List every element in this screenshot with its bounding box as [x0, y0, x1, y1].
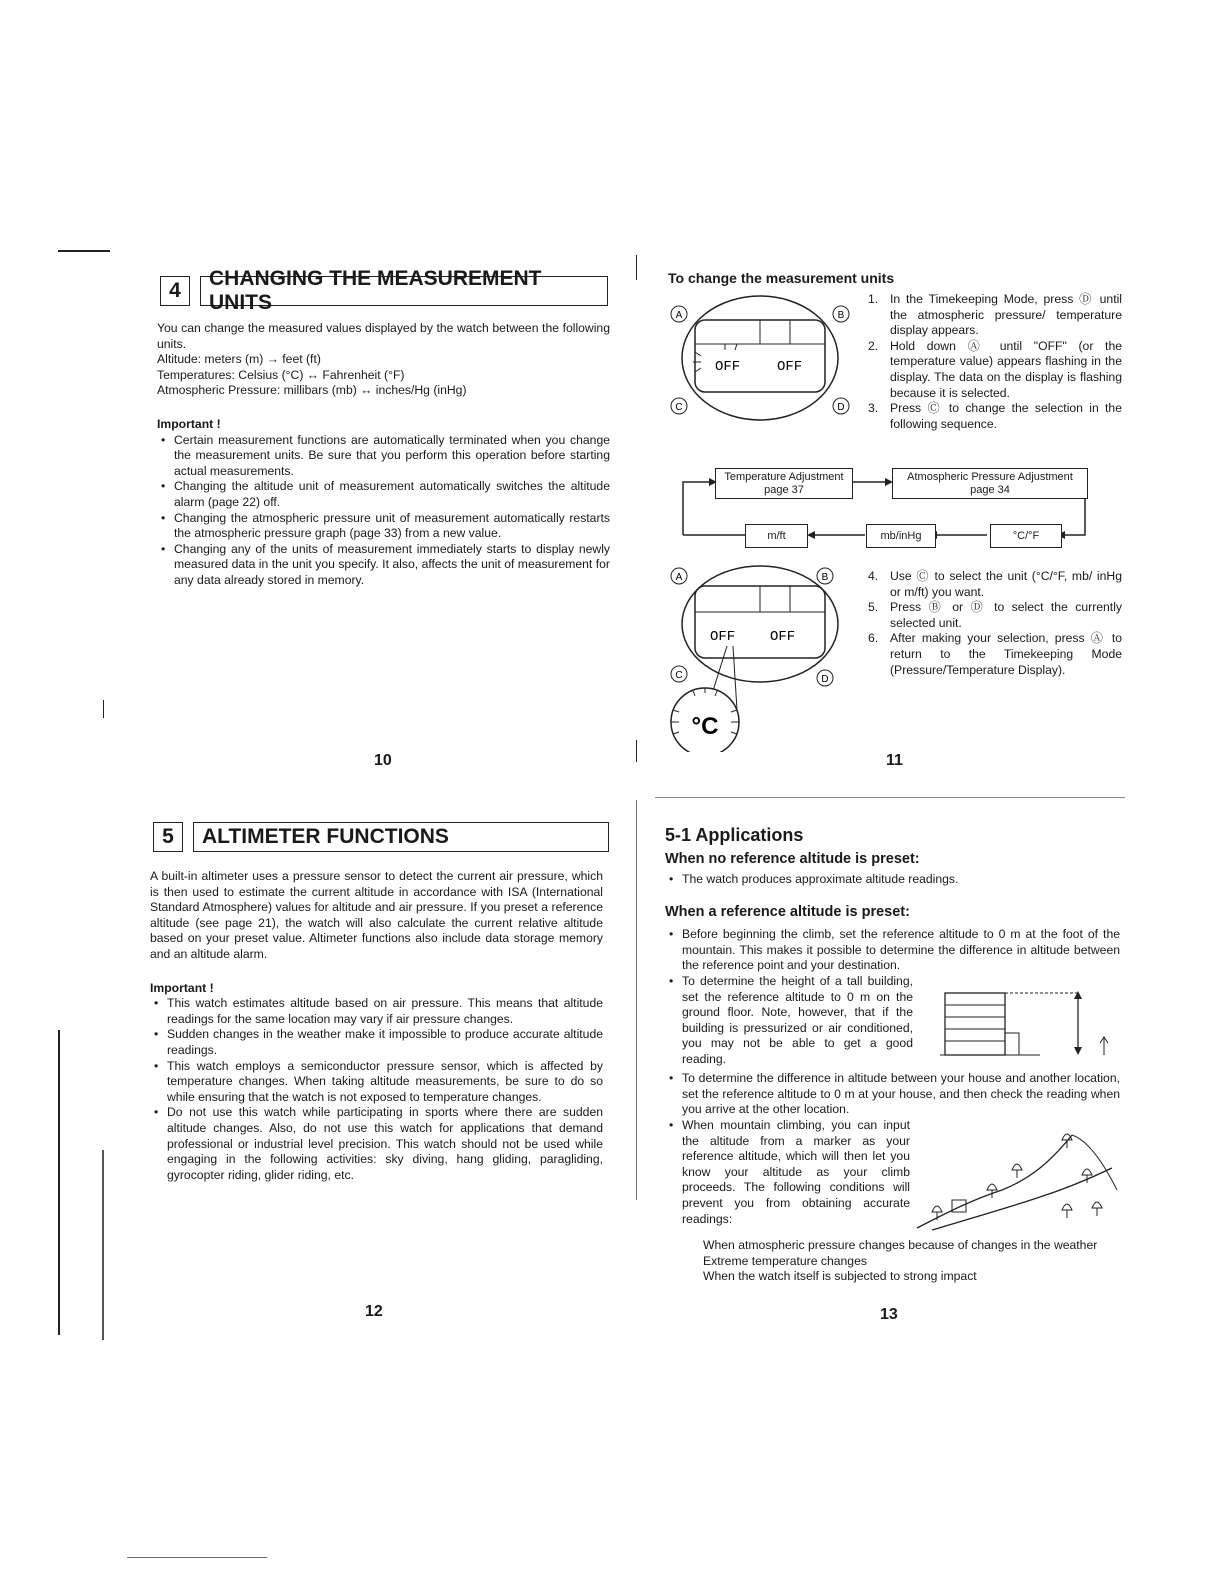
section-number: 4 — [160, 276, 190, 306]
display-right: OFF — [777, 359, 803, 375]
flow-unit-cf: °C/°F — [990, 524, 1062, 548]
list-item: • When mountain climbing, you can input the altitude from a marker as your reference altitude, which will then let you know your altitude as your climb proceeds. The following conditions will prevent you from obtaining accurate readings: — [665, 1118, 910, 1227]
conditions-list — [703, 1238, 1121, 1285]
scan-mark — [58, 1030, 60, 1335]
reference-list-building — [665, 974, 913, 1068]
unit-temperature: Temperatures: Celsius (°C) ↔ Fahrenheit (°F) — [157, 367, 405, 382]
important-label: Important ! — [150, 980, 214, 995]
reference-list-top — [665, 927, 1120, 974]
page-divider — [636, 740, 637, 762]
subheading-reference: When a reference altitude is preset: — [665, 904, 910, 920]
step-3: 3. Press Ⓒ to change the selection in the following sequence. — [868, 401, 1122, 431]
condition-item: When atmospheric pressure changes because of changes in the weather — [703, 1238, 1098, 1252]
svg-text:C: C — [675, 670, 683, 681]
building-illustration — [940, 985, 1120, 1060]
page-divider — [636, 800, 637, 1200]
section-number: 5 — [153, 822, 183, 852]
condition-item: When the watch itself is subjected to strong impact — [703, 1269, 977, 1284]
step-4: 4. Use Ⓒ to select the unit (°C/°F, mb/ inHg or m/ft) you want. — [868, 569, 1122, 599]
subheading-no-reference: When no reference altitude is preset: — [665, 851, 920, 867]
watch-illustration — [665, 292, 855, 424]
page-divider — [655, 797, 1125, 798]
reference-list-mountain — [665, 1118, 910, 1227]
svg-text:D: D — [821, 674, 829, 685]
svg-text:A: A — [675, 572, 683, 583]
page10-body — [157, 321, 610, 589]
svg-text:OFF: OFF — [770, 629, 796, 645]
flow-unit-mbinhg: mb/inHg — [866, 524, 936, 548]
page-number: 11 — [886, 752, 903, 769]
flow-temperature-adjustment: Temperature Adjustment page 37 — [715, 468, 853, 499]
flow-pressure-adjustment: Atmospheric Pressure Adjustment page 34 — [892, 468, 1088, 499]
section-title: ALTIMETER FUNCTIONS — [193, 822, 609, 852]
flow-unit-mft: m/ft — [745, 524, 808, 548]
intro-text: A built-in altimeter uses a pressure sensor to detect the current air pressure, which is then used to estimate the current altitude in accordance with ISA (International Standard Atmosphere) values for altitude and air pressure. If you preset a reference altitude (see page 21), the watch will also calculate the current relative altitude based on your preset value. Altimeter functions also include data storage memory and an altitude alarm. — [150, 869, 603, 961]
list-item: • Changing the atmospheric pressure unit of measurement automatically restarts the atmospheric pressure graph (page 33) from a new value. — [157, 511, 610, 542]
scan-mark — [102, 1150, 104, 1340]
list-item: • Do not use this watch while participating in sports where there are sudden altitude changes. Also, do not use this watch for applications that demand professional or industrial level precision. This watch should not be used while engaging in the following activities: sky diving, hang gliding, paragliding, gyrocopter riding, glider riding, etc. — [150, 1105, 603, 1183]
svg-text:D: D — [837, 402, 845, 413]
list-item: • Changing any of the units of measurement immediately starts to display newly measured data in the unit you specify. It also, affects the unit of measurement for any data already stored in memory. — [157, 542, 610, 589]
page-number: 13 — [880, 1306, 898, 1323]
list-item: • Sudden changes in the weather make it impossible to produce accurate altitude readings. — [150, 1027, 603, 1058]
important-list — [157, 433, 610, 589]
condition-item: Extreme temperature changes — [703, 1253, 867, 1268]
list-item: • To determine the height of a tall building, set the reference altitude to 0 m on the ground floor. Note, however, that if the building is pressurized or air conditioned, you may not be able to get a good reading. — [665, 974, 913, 1068]
intro-text: You can change the measured values displayed by the watch between the following units. — [157, 321, 610, 351]
page12-body — [150, 869, 603, 1183]
section-heading: 5-1 Applications — [665, 825, 804, 845]
list-item: • This watch estimates altitude based on air pressure. This means that altitude readings for the same location may vary if air pressure changes. — [150, 996, 603, 1027]
step-1: 1. In the Timekeeping Mode, press Ⓓ until the atmospheric pressure/ temperature display appears. — [868, 292, 1122, 338]
list-item: • The watch produces approximate altitude readings. — [665, 872, 1120, 888]
scan-mark — [58, 250, 110, 252]
page-divider — [636, 255, 637, 280]
list-item: • To determine the difference in altitude between your house and another location, set the reference altitude to 0 m at your house, and then check the reading when you arrive at the other location. — [665, 1071, 1120, 1118]
no-reference-list — [665, 872, 1120, 888]
page-number: 10 — [374, 752, 392, 769]
list-item: • Before beginning the climb, set the reference altitude to 0 m at the foot of the mountain. This makes it possible to determine the difference in altitude between the reference point and your destination. — [665, 927, 1120, 974]
important-list — [150, 996, 603, 1183]
svg-text:C: C — [675, 402, 683, 413]
steps-b — [868, 569, 1122, 678]
step-6: 6. After making your selection, press Ⓐ to return to the Timekeeping Mode (Pressure/Temperature Display). — [868, 631, 1122, 677]
watch-illustration-zoom — [665, 562, 855, 752]
list-item: • Certain measurement functions are automatically terminated when you change the measurement units. Be sure that you perform this operation before starting actual measurements. — [157, 433, 610, 480]
svg-text:A: A — [675, 310, 683, 321]
mountain-trail-illustration — [912, 1120, 1122, 1235]
important-label: Important ! — [157, 416, 221, 431]
display-left: OFF — [715, 359, 741, 375]
step-5: 5. Press Ⓑ or Ⓓ to select the currently selected unit. — [868, 600, 1122, 630]
step-2: 2. Hold down Ⓐ until "OFF" (or the temperature value) appears flashing in the display. The data on the display is flashing because it is selected. — [868, 338, 1122, 400]
list-item: • Changing the altitude unit of measurement automatically switches the altitude alarm (page 22) off. — [157, 479, 610, 510]
steps-a — [868, 292, 1122, 432]
unit-altitude: Altitude: meters (m) → feet (ft) — [157, 352, 321, 367]
unit-pressure: Atmospheric Pressure: millibars (mb) ↔ inches/Hg (inHg) — [157, 383, 467, 398]
svg-text:OFF: OFF — [710, 629, 736, 645]
page-number: 12 — [365, 1303, 383, 1320]
svg-text:B: B — [821, 572, 829, 583]
procedure-title: To change the measurement units — [668, 270, 895, 286]
scan-mark — [103, 700, 104, 718]
reference-list-house — [665, 1071, 1120, 1118]
svg-text:B: B — [837, 310, 845, 321]
scan-mark — [127, 1557, 267, 1558]
list-item: • This watch employs a semiconductor pressure sensor, which is affected by temperature changes. When taking altitude measurements, be sure to do so while ensuring that the watch is not exposed to temperature changes. — [150, 1059, 603, 1106]
celsius-zoom: °C — [691, 713, 719, 740]
section-title: CHANGING THE MEASUREMENT UNITS — [200, 276, 608, 306]
